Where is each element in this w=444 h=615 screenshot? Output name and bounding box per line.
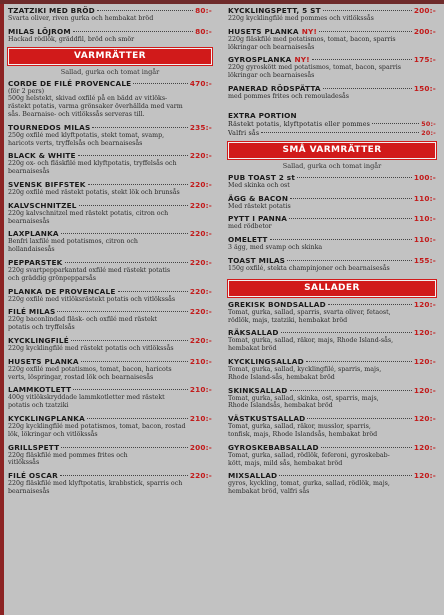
menu-item-description: Tomat, gurka, sallad, skinka, ost, sparris, majs,	[228, 394, 379, 402]
menu-item-name: FILÉ MILAS	[8, 307, 56, 317]
dot-leader	[133, 83, 187, 84]
menu-item-price: 220:-	[189, 229, 212, 239]
menu-item-name: TOAST MILAS	[228, 255, 286, 265]
dot-leader	[73, 389, 188, 390]
menu-item	[228, 414, 436, 439]
menu-item-description: vitlökssås	[8, 459, 40, 467]
menu-item-description: med rödbetor	[228, 223, 272, 231]
menu-item-name: MIXSALLAD	[228, 471, 278, 481]
menu-item	[8, 471, 212, 496]
menu-item-price: 220:-	[189, 257, 212, 267]
menu-item-price: 210:-	[189, 356, 212, 366]
dot-leader	[289, 218, 412, 219]
menu-item-description: potatis och tzatziki	[8, 402, 69, 410]
menu-item-price: 200:-	[413, 6, 436, 15]
menu-item	[8, 287, 212, 304]
menu-item-description: med pommes frites och remouladesås	[228, 92, 349, 100]
menu-item-price: 80:-	[195, 6, 212, 15]
menu-item-header	[8, 287, 212, 296]
menu-item-header	[228, 6, 436, 15]
menu-item	[8, 79, 212, 119]
menu-item-name: RÄKSALLAD	[228, 328, 279, 338]
menu-item-header	[8, 79, 212, 88]
menu-item-name: MILAS LÖJROM	[8, 26, 71, 36]
menu-item-description: bearnaisesås	[8, 217, 50, 225]
menu-item-description: Tomat, gurka, sallad, kycklingfilé, sparris, majs,	[228, 365, 382, 373]
menu-item-price: 120:-	[413, 356, 436, 366]
menu-item-name: CORDE DE FILÉ PROVENCALE	[8, 78, 132, 88]
menu-item-header	[8, 6, 212, 15]
dot-leader	[261, 132, 419, 133]
menu-item-description: 220g kycklingfilé med potatismos, tomat, bacon, rostad	[8, 422, 186, 430]
dot-leader	[87, 418, 188, 419]
menu-item-name: BLACK & WHITE	[8, 151, 76, 161]
menu-item-description: 400g vitlökskryddade lammkotletter med rästekt	[8, 394, 165, 402]
menu-item-description: potatis och tryffelsås	[8, 324, 75, 332]
menu-item-price: 470:-	[189, 78, 212, 88]
menu-item-name: KALVSCHNITZEL	[8, 200, 77, 210]
menu-item-price: 120:-	[413, 385, 436, 395]
menu-item-description: Svarta oliver, riven gurka och hembakat bröd	[8, 15, 154, 22]
dot-leader	[323, 88, 412, 89]
dot-leader	[60, 475, 188, 476]
menu-item-name: HUSETS PLANKA	[228, 26, 299, 36]
menu-item-name: VÄSTKUSTSALLAD	[228, 414, 306, 424]
menu-item-header	[8, 180, 212, 189]
dot-leader	[312, 59, 412, 60]
menu-item-description: haricots verts, tryffelsås och bearnaisesås	[8, 139, 143, 147]
menu-item-price: 110:-	[413, 235, 436, 245]
menu-item	[228, 300, 436, 325]
varmratter-subtitle: Sallad, gurka och tomat ingår	[60, 67, 160, 76]
menu-item-description: 220g oxfilé med vitlöksrästekt potatis och vitlökssås	[8, 295, 176, 303]
menu-item	[8, 6, 212, 23]
menu-item	[228, 55, 436, 80]
menu-item-name: PYTT I PANNA	[228, 214, 288, 224]
dot-leader	[61, 447, 187, 448]
menu-item	[228, 27, 436, 52]
menu-item-description: hollandaisesås	[8, 246, 55, 254]
dot-leader	[65, 262, 188, 263]
dot-leader	[319, 31, 412, 32]
dot-leader	[328, 304, 412, 305]
right-column	[228, 6, 436, 500]
menu-item-header	[8, 357, 212, 366]
menu-item-price: 220:-	[189, 179, 212, 189]
dot-leader	[270, 239, 412, 240]
menu-item-description: 220g gyroskött med potatismos, tomat, bacon, sparris	[228, 64, 401, 72]
menu-item-header	[228, 235, 436, 244]
menu-item-description: Benfri laxfilé med potatismos, citron och	[8, 238, 138, 246]
menu-item-description: 220g fläskfilé med klyftpotatis, krabbstick, sparris och	[8, 480, 183, 488]
menu-item-price: 200:-	[189, 442, 212, 452]
menu-item-description: Tomat, gurka, sallad, räkor, musslor, sparris,	[228, 423, 371, 431]
menu-item	[8, 443, 212, 468]
menu-item-header	[8, 443, 212, 452]
menu-item-description: lökringar och bearnaisesås	[228, 43, 315, 51]
dot-leader	[78, 155, 188, 156]
menu-item-description: rödlök, majs, tzatziki, hembakat bröd	[228, 316, 348, 324]
menu-item-header	[8, 471, 212, 480]
menu-item-name: GYROSKEBABSALLAD	[228, 442, 319, 452]
menu-item-header	[8, 385, 212, 394]
dot-leader	[57, 311, 187, 312]
dot-leader	[92, 127, 187, 128]
menu-item-description: 3 ägg, med svamp och skinka	[228, 244, 323, 252]
menu-item-header	[8, 414, 212, 423]
menu-item-price: 100:-	[413, 172, 436, 182]
menu-item-description: 220g baconlindad fläsk- och oxfilé med rästekt	[8, 316, 158, 324]
menu-item-description: Hackad rödlök, gräddfil, bröd och smör	[8, 35, 135, 43]
menu-item-name: SKINKSALLAD	[228, 385, 288, 395]
menu-item-name: OMELETT	[228, 235, 268, 245]
menu-item-description: bearnaisesås	[8, 487, 50, 495]
menu-item	[228, 357, 436, 382]
menu-item-header	[228, 471, 436, 480]
menu-item-price: 155:-	[413, 255, 436, 265]
menu-item-description: 220g oxfilé med rästekt potatis, stekt lök och brunsås	[8, 188, 180, 196]
menu-item-price: 110:-	[413, 193, 436, 203]
menu-item-description: kött, majs, mild sås, hembakat bröd	[228, 459, 343, 467]
menu-item-name: LAXPLANKA	[8, 229, 59, 239]
menu-item-description: 220g fläskfilé med potatismos, tomat, bacon, sparris	[228, 35, 396, 43]
menu-item-name: GRILLSPETT	[8, 442, 60, 452]
left-edge-border	[0, 4, 4, 615]
dot-leader	[61, 233, 188, 234]
menu-item-description: Tomat, gurka, sallad, rödlök, feferoni, gyroskebab-	[228, 451, 390, 459]
menu-item-header	[8, 27, 212, 36]
menu-item-name: KYCKLINGPLANKA	[8, 413, 86, 423]
extra-portion-price: 20:-	[421, 129, 436, 137]
menu-item-name: GYROSPLANKA	[228, 55, 292, 65]
menu-item	[228, 443, 436, 468]
menu-item-name: KYCKLINGSALLAD	[228, 356, 304, 366]
menu-item	[8, 385, 212, 410]
starters-list	[8, 6, 212, 44]
varmratter-banner: VARMRÄTTER	[8, 48, 212, 65]
dot-leader	[279, 475, 412, 476]
dot-leader	[88, 184, 188, 185]
menu-item-price: 235:-	[189, 122, 212, 132]
menu-item-header	[228, 84, 436, 93]
menu-item	[228, 214, 436, 231]
menu-item-description: hembakat bröd, valfri sås	[228, 488, 310, 496]
dot-leader	[118, 291, 188, 292]
menu-item	[228, 194, 436, 211]
menu-item-price: 210:-	[189, 385, 212, 395]
dot-leader	[73, 31, 193, 32]
menu-item-name: PUB TOAST 2 st	[228, 172, 296, 182]
menu-item-description: hembakat bröd	[228, 345, 277, 353]
menu-item	[8, 123, 212, 148]
extra-portion-list	[228, 120, 436, 138]
sallader-banner: SALLADER	[228, 280, 436, 297]
menu-item-price: 120:-	[413, 328, 436, 338]
menu-item	[228, 471, 436, 496]
menu-item-name: SVENSK BIFFSTEK	[8, 179, 86, 189]
menu-item-description: Med skinka och ost	[228, 181, 290, 189]
menu-item-name: TOURNEDOS MILAS	[8, 122, 91, 132]
menu-item-description: 220g oxfilé med potatismos, tomat, bacon, haricots	[8, 365, 172, 373]
menu-item-price: 220:-	[189, 286, 212, 296]
dot-leader	[71, 340, 188, 341]
menu-item-price: 120:-	[413, 414, 436, 424]
menu-item-description: bearnaisesås	[8, 168, 50, 176]
menu-item	[8, 414, 212, 439]
menu-item-price: 220:-	[189, 471, 212, 481]
menu-item-description: 250g oxfilé med klyftpotatis, stekt tomat, svamp,	[8, 131, 165, 139]
varmratter-list	[8, 79, 212, 496]
menu-item-price: 110:-	[413, 214, 436, 224]
menu-item-description: (för 2 pers)	[8, 87, 45, 95]
menu-item-description: Rhode Island-sås, hembakat bröd	[228, 373, 335, 381]
menu-item-price: 220:-	[189, 335, 212, 345]
menu-item-price: 220:-	[189, 151, 212, 161]
menu-item-header	[8, 123, 212, 132]
menu-item-price: 120:-	[413, 299, 436, 309]
menu-item-price: 210:-	[189, 413, 212, 423]
extra-portion-row	[228, 129, 436, 138]
menu-item	[8, 201, 212, 226]
menu-item-description: gyros, kyckling, tomat, gurka, sallad, rödlök, majs,	[228, 480, 390, 488]
menu-item	[228, 328, 436, 353]
menu-item-name: HUSETS PLANKA	[8, 356, 79, 366]
menu-item-name: ÄGG & BACON	[228, 193, 289, 203]
dot-leader	[297, 177, 412, 178]
dot-leader	[81, 361, 188, 362]
dot-leader	[79, 205, 188, 206]
menu-item-name: KYCKLINGSPETT, 5 ST	[228, 6, 321, 15]
new-badge: NY!	[301, 26, 318, 36]
menu-item-name: PANERAD RÖDSPÄTTA	[228, 83, 321, 93]
menu-item-header	[228, 386, 436, 395]
menu-item-name: PEPPARSTEK	[8, 257, 63, 267]
menu-item-header	[8, 201, 212, 210]
extra-portion-price: 50:-	[421, 120, 436, 128]
menu-item-name: TZATZIKI MED BRÖD	[8, 6, 95, 15]
menu-item-header	[228, 214, 436, 223]
left-column	[8, 6, 212, 500]
menu-item-description: Tomat, gurka, sallad, sparris, svarta oliver, fetaost,	[228, 308, 391, 316]
menu-item-price: 175:-	[413, 55, 436, 65]
menu-item-header	[228, 27, 436, 36]
menu-item-name: KYCKLINGFILÉ	[8, 335, 69, 345]
extra-portion-title: EXTRA PORTION	[228, 110, 297, 120]
menu-item-price: 200:-	[413, 26, 436, 36]
menu-item-description: tonfisk, majs, Rhode Islandsås, hembakat bröd	[228, 430, 378, 438]
menu-item-header	[228, 173, 436, 182]
menu-item-description: Med rästekt potatis	[228, 202, 291, 210]
menu-item	[8, 336, 212, 353]
menu-item-header	[8, 229, 212, 238]
sma-varmratter-list	[228, 173, 436, 273]
dot-leader	[372, 123, 419, 124]
dot-leader	[323, 10, 412, 11]
menu-item-description: 220g ox- och fläskfilé med klyftpotatis, tryffelsås och	[8, 160, 177, 168]
menu-item-price: 220:-	[189, 200, 212, 210]
dot-leader	[290, 390, 412, 391]
sma-varmratter-subtitle: Sallad, gurka och tomat ingår	[282, 161, 382, 170]
menu-item	[228, 173, 436, 190]
menu-item	[228, 235, 436, 252]
menu-item-description: 220g fläskfilé med pommes frites och	[8, 451, 128, 459]
extra-portion-row	[228, 120, 436, 129]
menu-item-description: Rhode Islandsås, hembakat bröd	[228, 402, 333, 410]
menu-item-description: 500g helstekt, skivad oxfilé på en bädd av vitlöks-	[8, 95, 168, 103]
menu-item-header	[8, 336, 212, 345]
menu-item-description: rästekt potatis, varma grönsaker överhällda med varm	[8, 103, 183, 111]
menu-item-description: och gräddig grönpepparsås	[8, 274, 96, 282]
menu-item-header	[228, 256, 436, 265]
dot-leader	[281, 332, 412, 333]
menu-item	[228, 256, 436, 273]
menu-item-price: 150:-	[413, 83, 436, 93]
menu-item-header	[228, 55, 436, 64]
menu-item-description: Tomat, gurka, sallad, räkor, majs, Rhode Island-sås,	[228, 337, 394, 345]
dot-leader	[307, 418, 411, 419]
dot-leader	[287, 260, 412, 261]
extra-portion-name: Valfri sås	[228, 129, 260, 137]
menu-item-description: 220g kycklingfilé med rästekt potatis och vitlökssås	[8, 344, 174, 352]
menu-item-header	[8, 307, 212, 316]
menu-item-name: PLANKA DE PROVENCALE	[8, 286, 116, 296]
menu-item-description: 220g svartpepparkantad oxfilé med rästekt potatis	[8, 266, 171, 274]
extra-portion-name: Rästekt potatis, klyftpotatis eller pommes	[228, 120, 371, 128]
new-badge: NY!	[294, 55, 310, 65]
menu-item-description: lökringar och bearnaisesås	[228, 72, 315, 80]
sma-varmratter-banner: SMÅ VARMRÄTTER	[228, 142, 436, 159]
menu-item	[8, 307, 212, 332]
menu-item	[8, 357, 212, 382]
menu-item-description: verts, löspringar, rostad lök och bearnaisesås	[8, 373, 154, 381]
dot-leader	[290, 198, 412, 199]
menu-item-header	[8, 151, 212, 160]
menu-item-description: 150g oxfilé, stekta champinjoner och bearnaisesås	[228, 264, 390, 272]
menu-item-header	[228, 194, 436, 203]
sallader-list	[228, 300, 436, 496]
menu-item-name: FILÉ OSCAR	[8, 471, 58, 481]
menu-item-header	[228, 300, 436, 309]
dot-leader	[306, 361, 412, 362]
menu-item-description: 220g kalvschnitzel med rästekt potatis, citron och	[8, 209, 169, 217]
right-top-list	[228, 6, 436, 101]
menu-item	[8, 229, 212, 254]
menu-item-description: 220g kycklingfilé med pommes och vitlökssås	[228, 15, 374, 22]
menu-item-price: 120:-	[413, 442, 436, 452]
dot-leader	[97, 10, 193, 11]
menu-item-header	[228, 443, 436, 452]
menu-item	[228, 6, 436, 23]
menu-item	[8, 151, 212, 176]
menu-item-price: 120:-	[413, 471, 436, 481]
menu-item	[8, 180, 212, 197]
menu-item	[8, 27, 212, 44]
menu-item	[228, 84, 436, 101]
extra-portion-section	[228, 111, 436, 138]
menu-item	[228, 386, 436, 411]
menu-item-name: GREKISK BONDSALLAD	[228, 299, 326, 309]
menu-item-header	[8, 258, 212, 267]
menu-item-description: lök, lökringar och vitlökssås	[8, 430, 98, 438]
menu-item-header	[228, 357, 436, 366]
menu-item-header	[228, 328, 436, 337]
menu-item-price: 220:-	[189, 307, 212, 317]
menu-item-price: 80:-	[195, 26, 212, 36]
menu-item	[8, 258, 212, 283]
menu-item-name: LAMMKOTLETT	[8, 385, 72, 395]
menu-item-description: sås. Bearnaise- och vitlökssås serveras till.	[8, 110, 145, 118]
menu-item-header	[228, 414, 436, 423]
dot-leader	[321, 447, 412, 448]
